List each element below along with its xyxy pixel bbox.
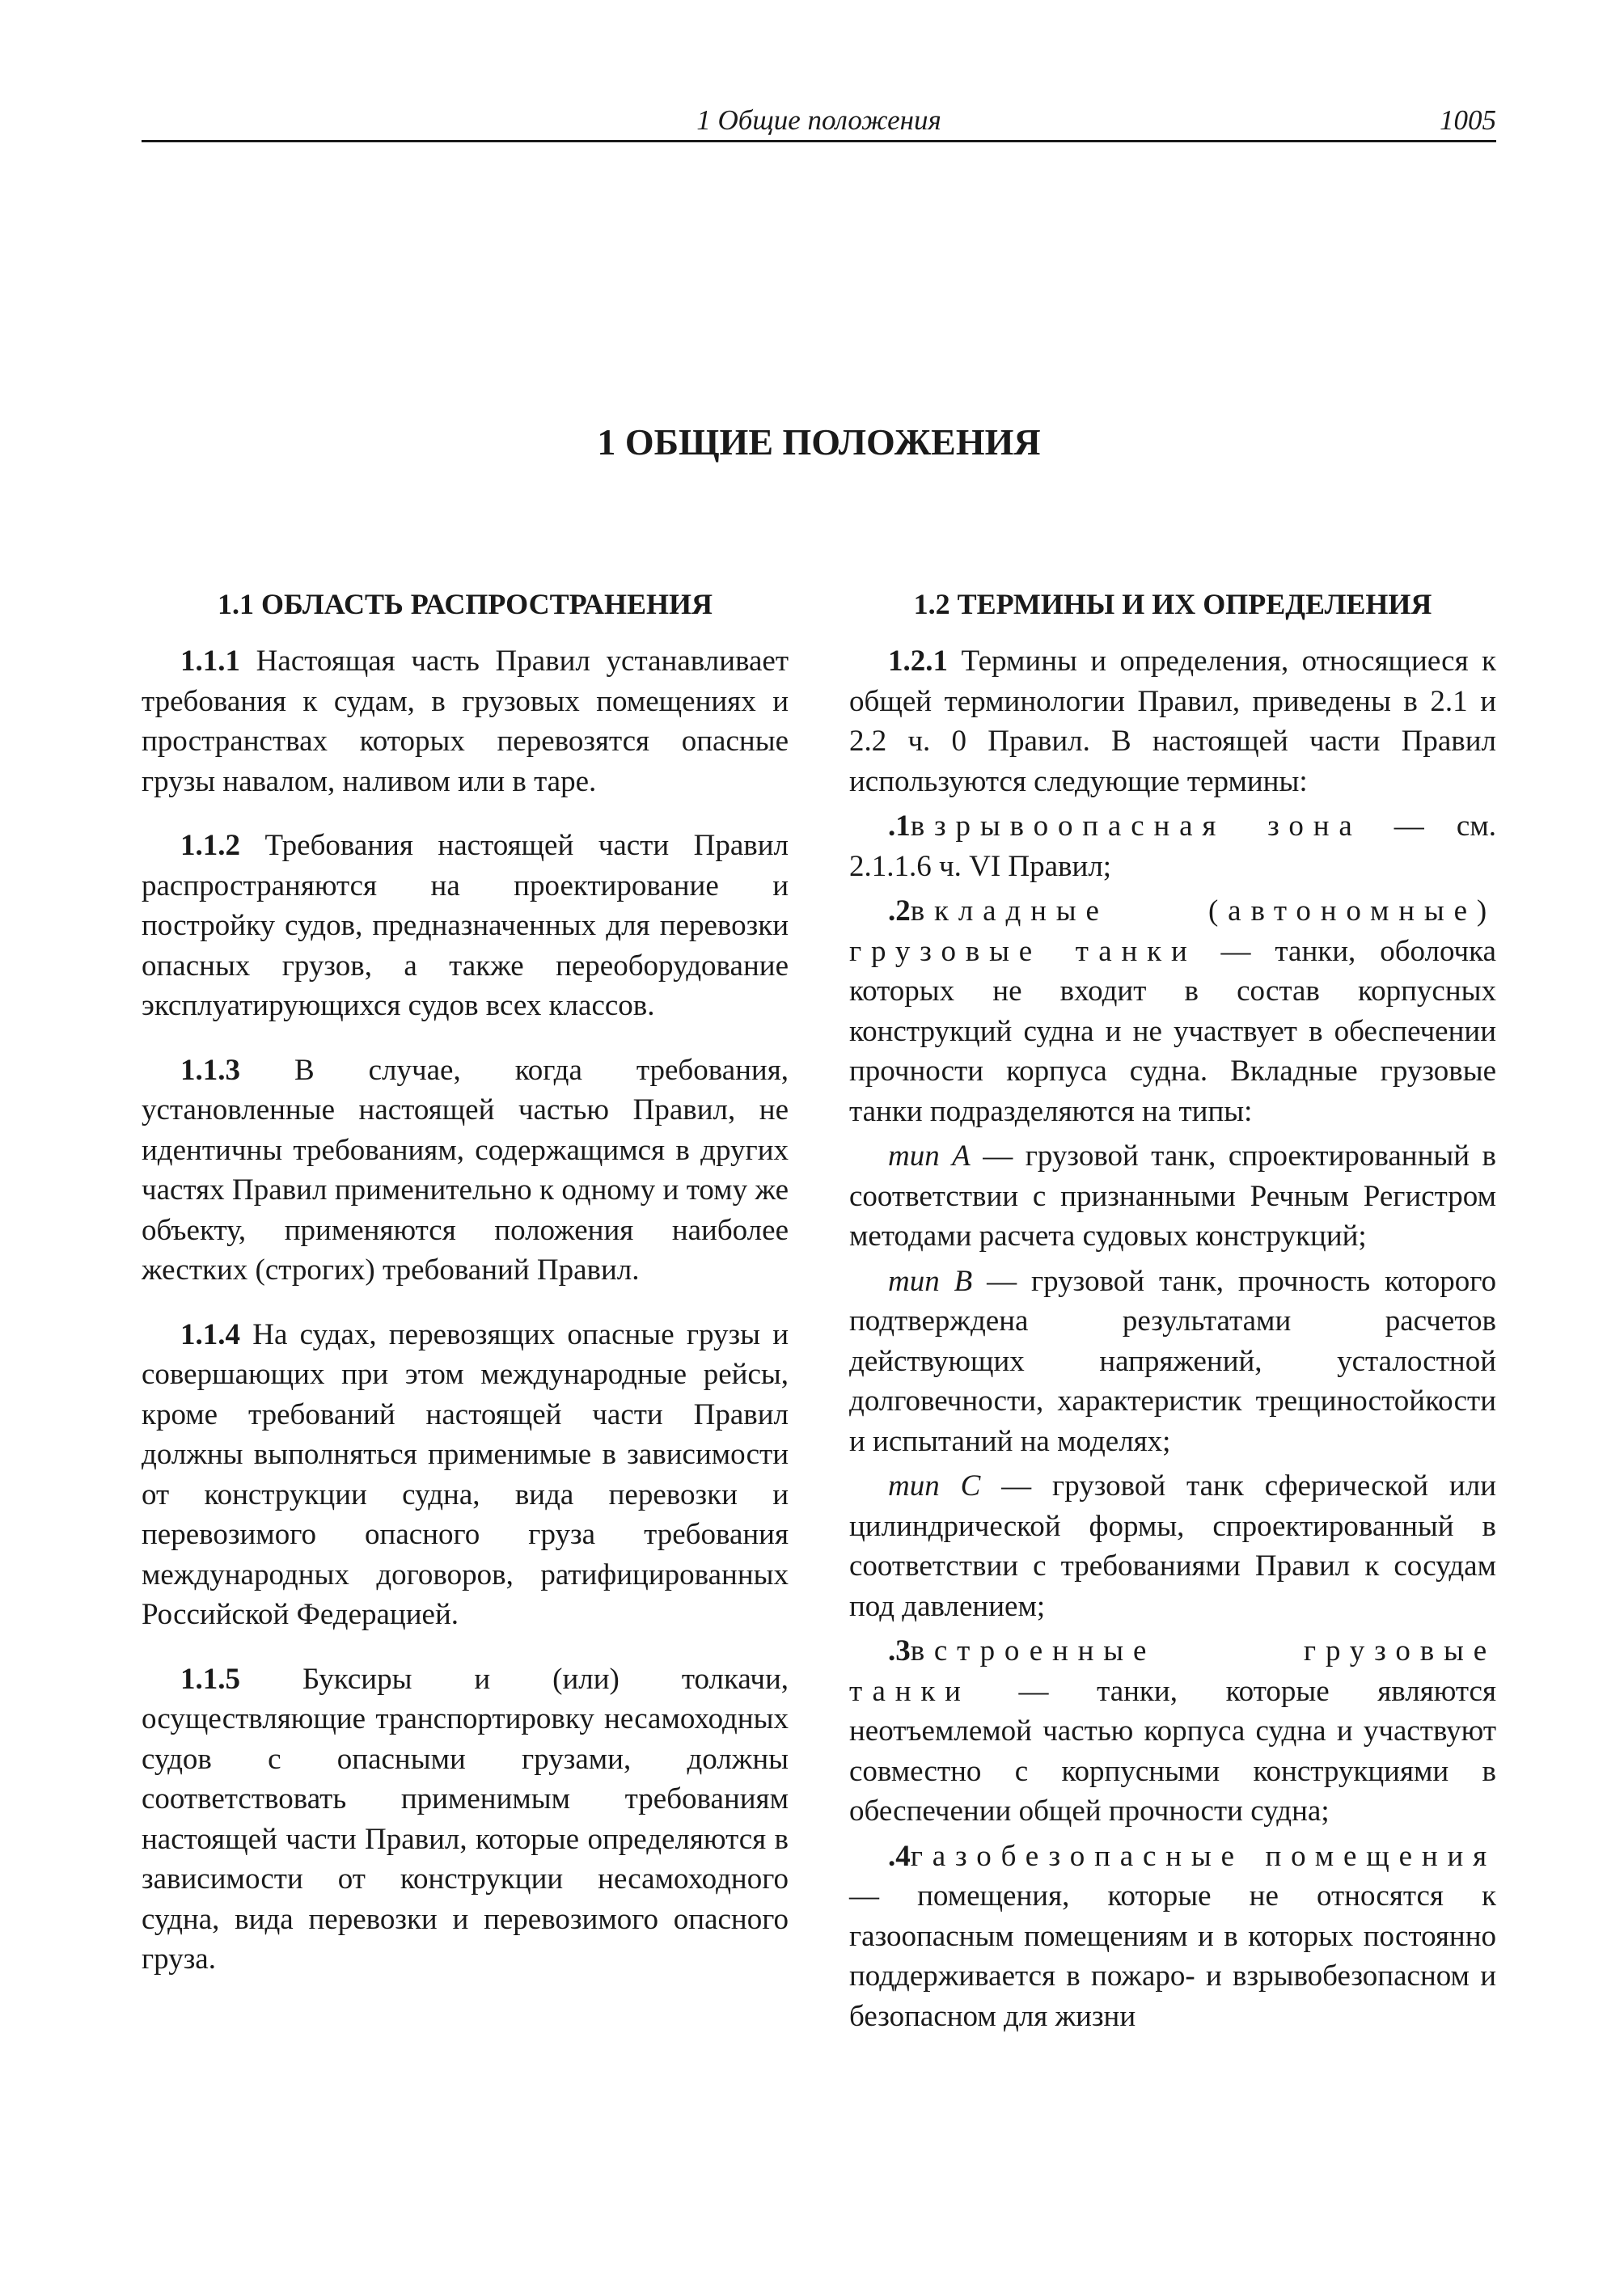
paragraph-number: 1.1.2 <box>180 829 240 862</box>
term-definition: — танки, оболочка которых не входит в состав корпусных конструкций судна и не участвует в обеспечении прочности корпуса судна. Вкладные грузовые танки подразделяются на типы: <box>849 934 1496 1128</box>
term-name: взрывоопасная зона <box>910 809 1362 843</box>
item-number: .2 <box>888 894 911 928</box>
term-item-1 <box>849 806 1496 886</box>
term-item-3 <box>849 1631 1496 1832</box>
paragraph-text: На судах, перевозящих опасные грузы и совершающих при этом международные рейсы, кроме требований настоящей части Правил должны выполняться применимые в зависимости от конструкции судна, вида перевозки и перевозимого опасного груза требования международных договоров, ратифицированных Российской Федерацией. <box>142 1317 789 1631</box>
running-header <box>142 101 1496 142</box>
term-name: вкладные (автономные) грузовые танки <box>849 894 1496 968</box>
type-definition: — грузовой танк, спроектированный в соответствии с признанными Речным Регистром методами расчета судовых конструкций; <box>849 1139 1496 1253</box>
term-definition: — танки, которые являются неотъемлемой частью корпуса судна и участвуют совместно с корпусными конструкциями в обеспечении общей прочности судна; <box>849 1674 1496 1828</box>
term-item-2 <box>849 891 1496 1131</box>
term-name: встроенные грузовые танки <box>849 1634 1496 1708</box>
type-label: тип А <box>888 1139 971 1173</box>
term-item-4 <box>849 1837 1496 2037</box>
chapter-title: 1 ОБЩИЕ ПОЛОЖЕНИЯ <box>597 421 1041 463</box>
paragraph-text: Требования настоящей части Правил распространяются на проектирование и постройку судов, предназначенных для перевозки опасных грузов, а также переоборудование эксплуатирующихся судов всех классов. <box>142 829 789 1022</box>
paragraph-text: В случае, когда требования, установленные настоящей частью Правил, не идентичны требованиям, содержащимся в других частях Правил применительно к одному и тому же объекту, применяются положения наиболее жестких (строгих) требований Правил. <box>142 1053 789 1287</box>
paragraph-number: 1.1.5 <box>180 1662 240 1696</box>
paragraph-1-2-1 <box>849 641 1496 801</box>
paragraph-number: 1.1.3 <box>180 1053 240 1087</box>
item-number: .4 <box>888 1839 911 1873</box>
tank-type-a <box>849 1136 1496 1257</box>
paragraph-text: Настоящая часть Правил устанавливает требования к судам, в грузовых помещениях и пространствах которых перевозятся опасные грузы навалом, наливом или в таре. <box>142 645 789 798</box>
tank-type-b <box>849 1262 1496 1462</box>
tank-type-c <box>849 1466 1496 1626</box>
term-definition: — см. 2.1.1.6 ч. VI Правил; <box>849 809 1496 883</box>
running-title: 1 Общие положения <box>696 104 941 136</box>
paragraph-1-1-4 <box>142 1315 789 1635</box>
paragraph-text: Буксиры и (или) толкачи, осуществляющие транспортировку несамоходных судов с опасными грузами, должны соответствовать применимым требованиям настоящей части Правил, которые определяются в зависимости от конструкции несамоходного судна, вида перевозки и перевозимого опасного груза. <box>142 1662 789 1976</box>
type-definition: — грузовой танк, прочность которого подтверждена результатами расчетов действующих напряжений, усталостной долговечности, характеристик трещиностойкости и испытаний на моделях; <box>849 1264 1496 1458</box>
paragraph-1-1-3 <box>142 1050 789 1291</box>
left-column <box>142 582 789 2004</box>
paragraph-1-1-5 <box>142 1659 789 1980</box>
item-number: .1 <box>888 809 911 843</box>
paragraph-number: 1.1.4 <box>180 1317 240 1351</box>
paragraph-number: 1.2.1 <box>888 645 948 678</box>
section-title-1-1: 1.1 ОБЛАСТЬ РАСПРОСТРАНЕНИЯ <box>218 588 713 620</box>
type-label: тип С <box>888 1469 981 1503</box>
paragraph-1-1-1 <box>142 641 789 801</box>
page-number: 1005 <box>1440 104 1496 136</box>
section-title-1-2: 1.2 ТЕРМИНЫ И ИХ ОПРЕДЕЛЕНИЯ <box>913 588 1432 620</box>
paragraph-text: Термины и определения, относящиеся к общей терминологии Правил, приведены в 2.1 и 2.2 ч. 0 Правил. В настоящей части Правил используются следующие термины: <box>849 645 1497 798</box>
item-number: .3 <box>888 1634 911 1668</box>
type-label: тип В <box>888 1264 973 1298</box>
paragraph-number: 1.1.1 <box>180 645 240 678</box>
right-column <box>849 582 1496 2041</box>
term-name: газобезопасные помещения <box>910 1839 1496 1873</box>
type-definition: — грузовой танк сферической или цилиндрической формы, спроектированный в соответствии с требованиями Правил к сосудам под давлением; <box>849 1469 1496 1623</box>
term-definition: — помещения, которые не относятся к газоопасным помещениям и в которых постоянно поддерживается в пожаро- и взрывобезопасном и безопасном для жизни <box>849 1879 1496 2033</box>
paragraph-1-1-2 <box>142 826 789 1026</box>
